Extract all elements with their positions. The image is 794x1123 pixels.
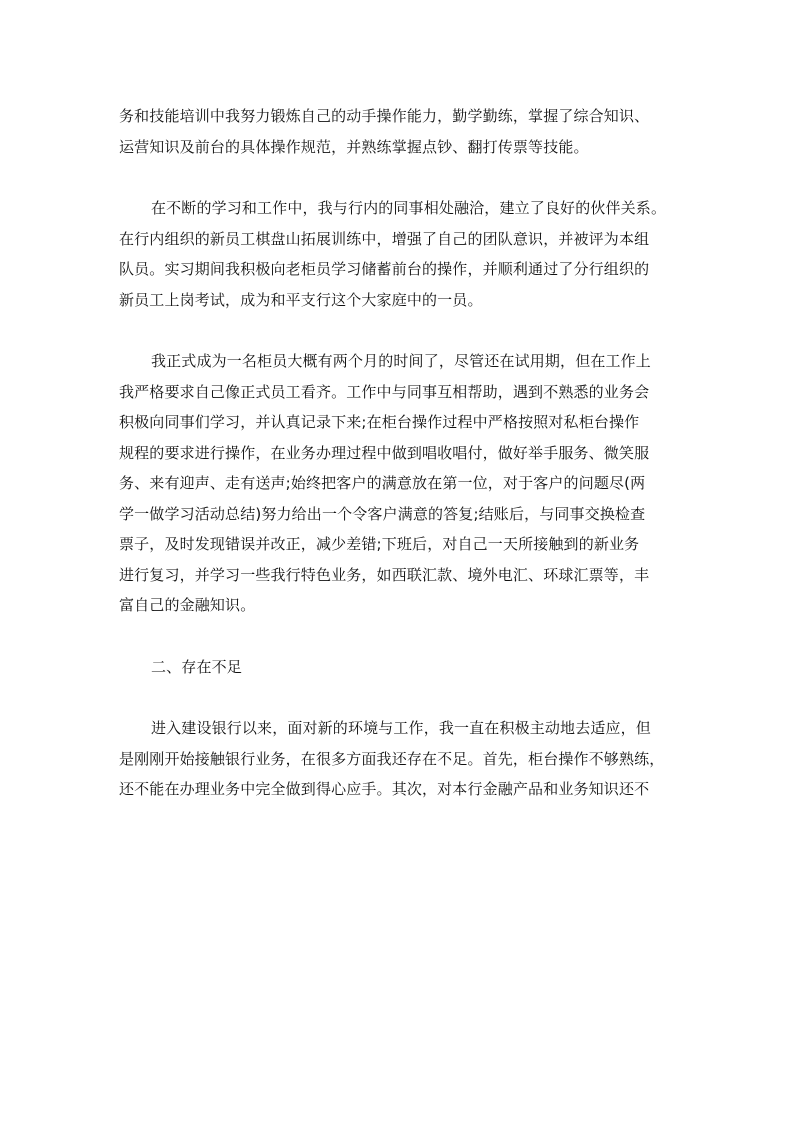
document-body <box>119 101 684 805</box>
text-line: 规程的要求进行操作，在业务办理过程中做到唱收唱付，做好举手服务、微笑服 <box>119 443 650 462</box>
text-line: 进入建设银行以来，面对新的环境与工作，我一直在积极主动地去适应，但 <box>151 719 651 737</box>
text-line: 学一做学习活动总结)努力给出一个令客户满意的答复;结账后，与同事交换检查 <box>119 504 646 523</box>
paragraph-spacer <box>119 315 684 346</box>
text-line: 运营知识及前台的具体操作规范，并熟练掌握点钞、翻打传票等技能。 <box>119 137 589 156</box>
text-line: 还不能在办理业务中完全做到得心应手。其次，对本行金融产品和业务知识还不 <box>119 780 650 798</box>
paragraph-spacer <box>119 621 684 652</box>
paragraph-teller-work <box>119 346 684 621</box>
paragraph-teamwork <box>119 193 684 315</box>
section-heading: 二、存在不足 <box>151 657 242 676</box>
text-line: 票子，及时发现错误并改正，减少差错;下班后，对自己一天所接触到的新业务 <box>119 535 640 553</box>
text-line: 务、来有迎声、走有送声;始终把客户的满意放在第一位，对于客户的问题尽(两 <box>119 474 646 492</box>
text-line: 我严格要求自己像正式员工看齐。工作中与同事互相帮助，遇到不熟悉的业务会 <box>119 382 650 401</box>
paragraph-spacer <box>119 162 684 193</box>
text-line: 积极向同事们学习，并认真记录下来;在柜台操作过程中严格按照对私柜台操作 <box>119 413 640 431</box>
paragraph-skills-training <box>119 101 684 162</box>
text-line: 富自己的金融知识。 <box>119 596 256 614</box>
paragraph-shortcomings <box>119 713 684 805</box>
section-heading-shortcomings <box>119 652 684 683</box>
text-line: 队员。实习期间我积极向老柜员学习储蓄前台的操作，并顺利通过了分行组织的 <box>119 260 650 278</box>
text-line: 务和技能培训中我努力锻炼自己的动手操作能力，勤学勤练，掌握了综合知识、 <box>119 107 650 125</box>
text-line: 是刚刚开始接触银行业务，在很多方面我还存在不足。首先，柜台操作不够熟练， <box>119 749 665 768</box>
text-line: 在行内组织的新员工棋盘山拓展训练中，增强了自己的团队意识，并被评为本组 <box>119 229 650 248</box>
text-line: 我正式成为一名柜员大概有两个月的时间了，尽管还在试用期，但在工作上 <box>151 352 651 370</box>
text-line: 新员工上岗考试，成为和平支行这个大家庭中的一员。 <box>119 290 483 309</box>
paragraph-spacer <box>119 682 684 713</box>
text-line: 在不断的学习和工作中，我与行内的同事相处融洽，建立了良好的伙伴关系。 <box>151 199 667 217</box>
text-line: 进行复习，并学习一些我行特色业务，如西联汇款、境外电汇、环球汇票等，丰 <box>119 565 650 584</box>
